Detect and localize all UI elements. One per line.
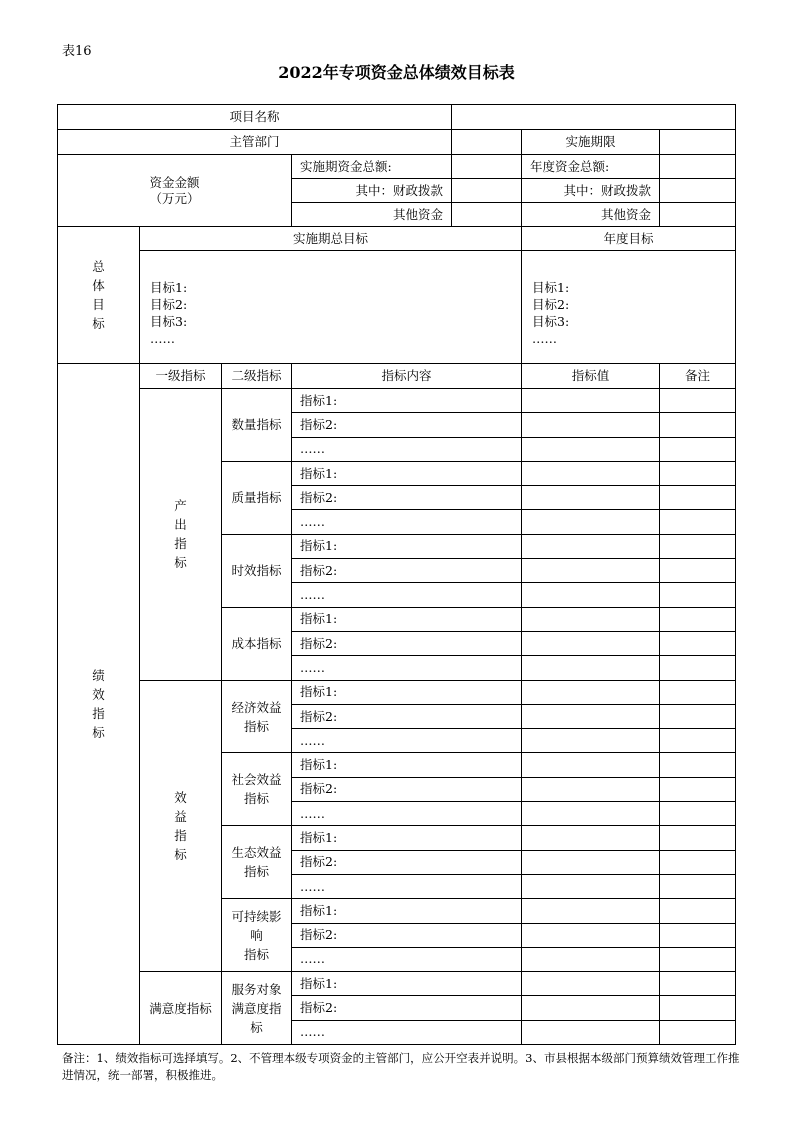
indicator-value-cell[interactable] xyxy=(522,413,660,437)
indicator-row xyxy=(58,389,736,413)
indicator-value-cell[interactable] xyxy=(522,753,660,777)
indicator-remark-cell[interactable] xyxy=(660,631,736,655)
indicator-value-cell[interactable] xyxy=(522,510,660,534)
indicator-content-cell[interactable]: 指标1: xyxy=(292,972,522,996)
indicator-remark-cell[interactable] xyxy=(660,413,736,437)
impl-goal-content[interactable]: 目标1: 目标2: 目标3: …… xyxy=(140,251,522,364)
indicator-remark-cell[interactable] xyxy=(660,996,736,1020)
indicator-content-cell[interactable]: 指标1: xyxy=(292,826,522,850)
indicator-content-cell[interactable]: …… xyxy=(292,656,522,680)
level2-indicator: 时效指标 xyxy=(222,534,292,607)
indicator-value-cell[interactable] xyxy=(522,874,660,898)
indicator-value-cell[interactable] xyxy=(522,972,660,996)
level2-indicator: 成本指标 xyxy=(222,607,292,680)
footnote: 备注：1、绩效指标可选择填写。2、不管理本级专项资金的主管部门，应公开空表并说明。3、市县根据本级部门预算绩效管理工作推进情况，统一部署，积极推进。 xyxy=(62,1051,740,1082)
indicator-content-cell[interactable]: …… xyxy=(292,1020,522,1044)
indicator-content-cell[interactable]: 指标2: xyxy=(292,777,522,801)
indicator-value-cell[interactable] xyxy=(522,631,660,655)
indicator-value-cell[interactable] xyxy=(522,680,660,704)
content-header: 指标内容 xyxy=(292,364,522,389)
indicator-content-cell[interactable]: …… xyxy=(292,874,522,898)
indicator-value-cell[interactable] xyxy=(522,607,660,631)
indicator-content-cell[interactable]: …… xyxy=(292,802,522,826)
year-goal-content[interactable]: 目标1: 目标2: 目标3: …… xyxy=(522,251,736,364)
performance-section-label: 绩 效 指 标 xyxy=(58,364,140,1045)
indicator-remark-cell[interactable] xyxy=(660,437,736,461)
indicator-content-cell[interactable]: …… xyxy=(292,510,522,534)
indicator-remark-cell[interactable] xyxy=(660,607,736,631)
indicator-content-cell[interactable]: 指标2: xyxy=(292,413,522,437)
page-title: 2022年专项资金总体绩效目标表 xyxy=(278,63,515,82)
indicator-content-cell[interactable]: 指标2: xyxy=(292,923,522,947)
indicator-content-cell[interactable]: 指标2: xyxy=(292,559,522,583)
indicator-remark-cell[interactable] xyxy=(660,1020,736,1044)
indicator-content-cell[interactable]: …… xyxy=(292,947,522,971)
indicator-remark-cell[interactable] xyxy=(660,729,736,753)
indicator-content-cell[interactable]: …… xyxy=(292,729,522,753)
indicator-value-cell[interactable] xyxy=(522,850,660,874)
indicator-value-cell[interactable] xyxy=(522,996,660,1020)
indicator-content-cell[interactable]: …… xyxy=(292,437,522,461)
year-total-label: 年度资金总额: xyxy=(522,155,660,179)
indicator-row xyxy=(58,680,736,704)
indicator-content-cell[interactable]: 指标2: xyxy=(292,631,522,655)
indicator-content-cell[interactable]: 指标1: xyxy=(292,680,522,704)
impl-fiscal-label: 其中：财政拨款 xyxy=(292,179,452,203)
indicator-content-cell[interactable]: 指标1: xyxy=(292,607,522,631)
year-other-label: 其他资金 xyxy=(522,203,660,227)
period-field[interactable] xyxy=(660,130,736,155)
indicator-remark-cell[interactable] xyxy=(660,850,736,874)
year-goal-header: 年度目标 xyxy=(522,227,736,251)
indicator-content-cell[interactable]: …… xyxy=(292,583,522,607)
level1-indicator: 效 益 指 标 xyxy=(140,680,222,972)
indicator-value-cell[interactable] xyxy=(522,1020,660,1044)
dept-field[interactable] xyxy=(452,130,522,155)
level2-header: 二级指标 xyxy=(222,364,292,389)
indicator-remark-cell[interactable] xyxy=(660,826,736,850)
indicator-remark-cell[interactable] xyxy=(660,704,736,728)
indicator-value-cell[interactable] xyxy=(522,559,660,583)
impl-fiscal-field[interactable] xyxy=(452,179,522,203)
level1-indicator: 产 出 指 标 xyxy=(140,389,222,681)
table-number: 表16 xyxy=(62,44,92,59)
indicator-content-cell[interactable]: 指标1: xyxy=(292,753,522,777)
indicator-remark-cell[interactable] xyxy=(660,923,736,947)
indicator-value-cell[interactable] xyxy=(522,923,660,947)
year-fiscal-label: 其中：财政拨款 xyxy=(522,179,660,203)
level1-header: 一级指标 xyxy=(140,364,222,389)
impl-total-field[interactable] xyxy=(452,155,522,179)
indicator-remark-cell[interactable] xyxy=(660,656,736,680)
indicator-remark-cell[interactable] xyxy=(660,534,736,558)
indicator-value-cell[interactable] xyxy=(522,826,660,850)
level2-indicator: 生态效益 指标 xyxy=(222,826,292,899)
level2-indicator: 经济效益 指标 xyxy=(222,680,292,753)
indicator-remark-cell[interactable] xyxy=(660,947,736,971)
indicator-content-cell[interactable]: 指标2: xyxy=(292,704,522,728)
indicator-value-cell[interactable] xyxy=(522,583,660,607)
indicator-value-cell[interactable] xyxy=(522,534,660,558)
indicator-remark-cell[interactable] xyxy=(660,559,736,583)
year-fiscal-field[interactable] xyxy=(660,179,736,203)
indicator-remark-cell[interactable] xyxy=(660,753,736,777)
indicator-value-cell[interactable] xyxy=(522,704,660,728)
performance-goal-table xyxy=(57,104,736,1045)
indicator-content-cell[interactable]: 指标2: xyxy=(292,996,522,1020)
value-header: 指标值 xyxy=(522,364,660,389)
indicator-remark-cell[interactable] xyxy=(660,972,736,996)
indicator-content-cell[interactable]: 指标1: xyxy=(292,899,522,923)
impl-other-label: 其他资金 xyxy=(292,203,452,227)
indicator-content-cell[interactable]: 指标1: xyxy=(292,389,522,413)
level1-indicator: 满意度指标 xyxy=(140,972,222,1045)
year-other-field[interactable] xyxy=(660,203,736,227)
indicator-remark-cell[interactable] xyxy=(660,802,736,826)
dept-label: 主管部门 xyxy=(58,130,452,155)
remark-header: 备注 xyxy=(660,364,736,389)
level2-indicator: 可持续影 响 指标 xyxy=(222,899,292,972)
impl-total-label: 实施期资金总额: xyxy=(292,155,452,179)
indicator-value-cell[interactable] xyxy=(522,389,660,413)
indicator-remark-cell[interactable] xyxy=(660,510,736,534)
indicator-content-cell[interactable]: 指标1: xyxy=(292,461,522,485)
indicator-remark-cell[interactable] xyxy=(660,583,736,607)
indicator-remark-cell[interactable] xyxy=(660,461,736,485)
period-label: 实施期限 xyxy=(522,130,660,155)
indicator-remark-cell[interactable] xyxy=(660,680,736,704)
project-name-label: 项目名称 xyxy=(58,105,452,130)
indicator-value-cell[interactable] xyxy=(522,899,660,923)
indicator-row xyxy=(58,972,736,996)
fund-amount-label: 资金金额 （万元） xyxy=(58,155,292,227)
indicator-value-cell[interactable] xyxy=(522,802,660,826)
project-name-field[interactable] xyxy=(452,105,736,130)
indicator-value-cell[interactable] xyxy=(522,777,660,801)
indicator-value-cell[interactable] xyxy=(522,461,660,485)
indicator-remark-cell[interactable] xyxy=(660,389,736,413)
impl-other-field[interactable] xyxy=(452,203,522,227)
indicator-content-cell[interactable]: 指标1: xyxy=(292,534,522,558)
level2-indicator: 服务对象 满意度指 标 xyxy=(222,972,292,1045)
level2-indicator: 社会效益 指标 xyxy=(222,753,292,826)
overall-goal-section-label: 总 体 目 标 xyxy=(58,227,140,364)
indicator-value-cell[interactable] xyxy=(522,437,660,461)
indicator-remark-cell[interactable] xyxy=(660,486,736,510)
year-total-field[interactable] xyxy=(660,155,736,179)
indicator-remark-cell[interactable] xyxy=(660,777,736,801)
indicator-remark-cell[interactable] xyxy=(660,874,736,898)
indicator-remark-cell[interactable] xyxy=(660,899,736,923)
indicator-value-cell[interactable] xyxy=(522,729,660,753)
impl-goal-header: 实施期总目标 xyxy=(140,227,522,251)
indicator-content-cell[interactable]: 指标2: xyxy=(292,850,522,874)
level2-indicator: 数量指标 xyxy=(222,389,292,462)
indicator-value-cell[interactable] xyxy=(522,947,660,971)
indicator-value-cell[interactable] xyxy=(522,656,660,680)
level2-indicator: 质量指标 xyxy=(222,461,292,534)
indicator-value-cell[interactable] xyxy=(522,486,660,510)
indicator-content-cell[interactable]: 指标2: xyxy=(292,486,522,510)
